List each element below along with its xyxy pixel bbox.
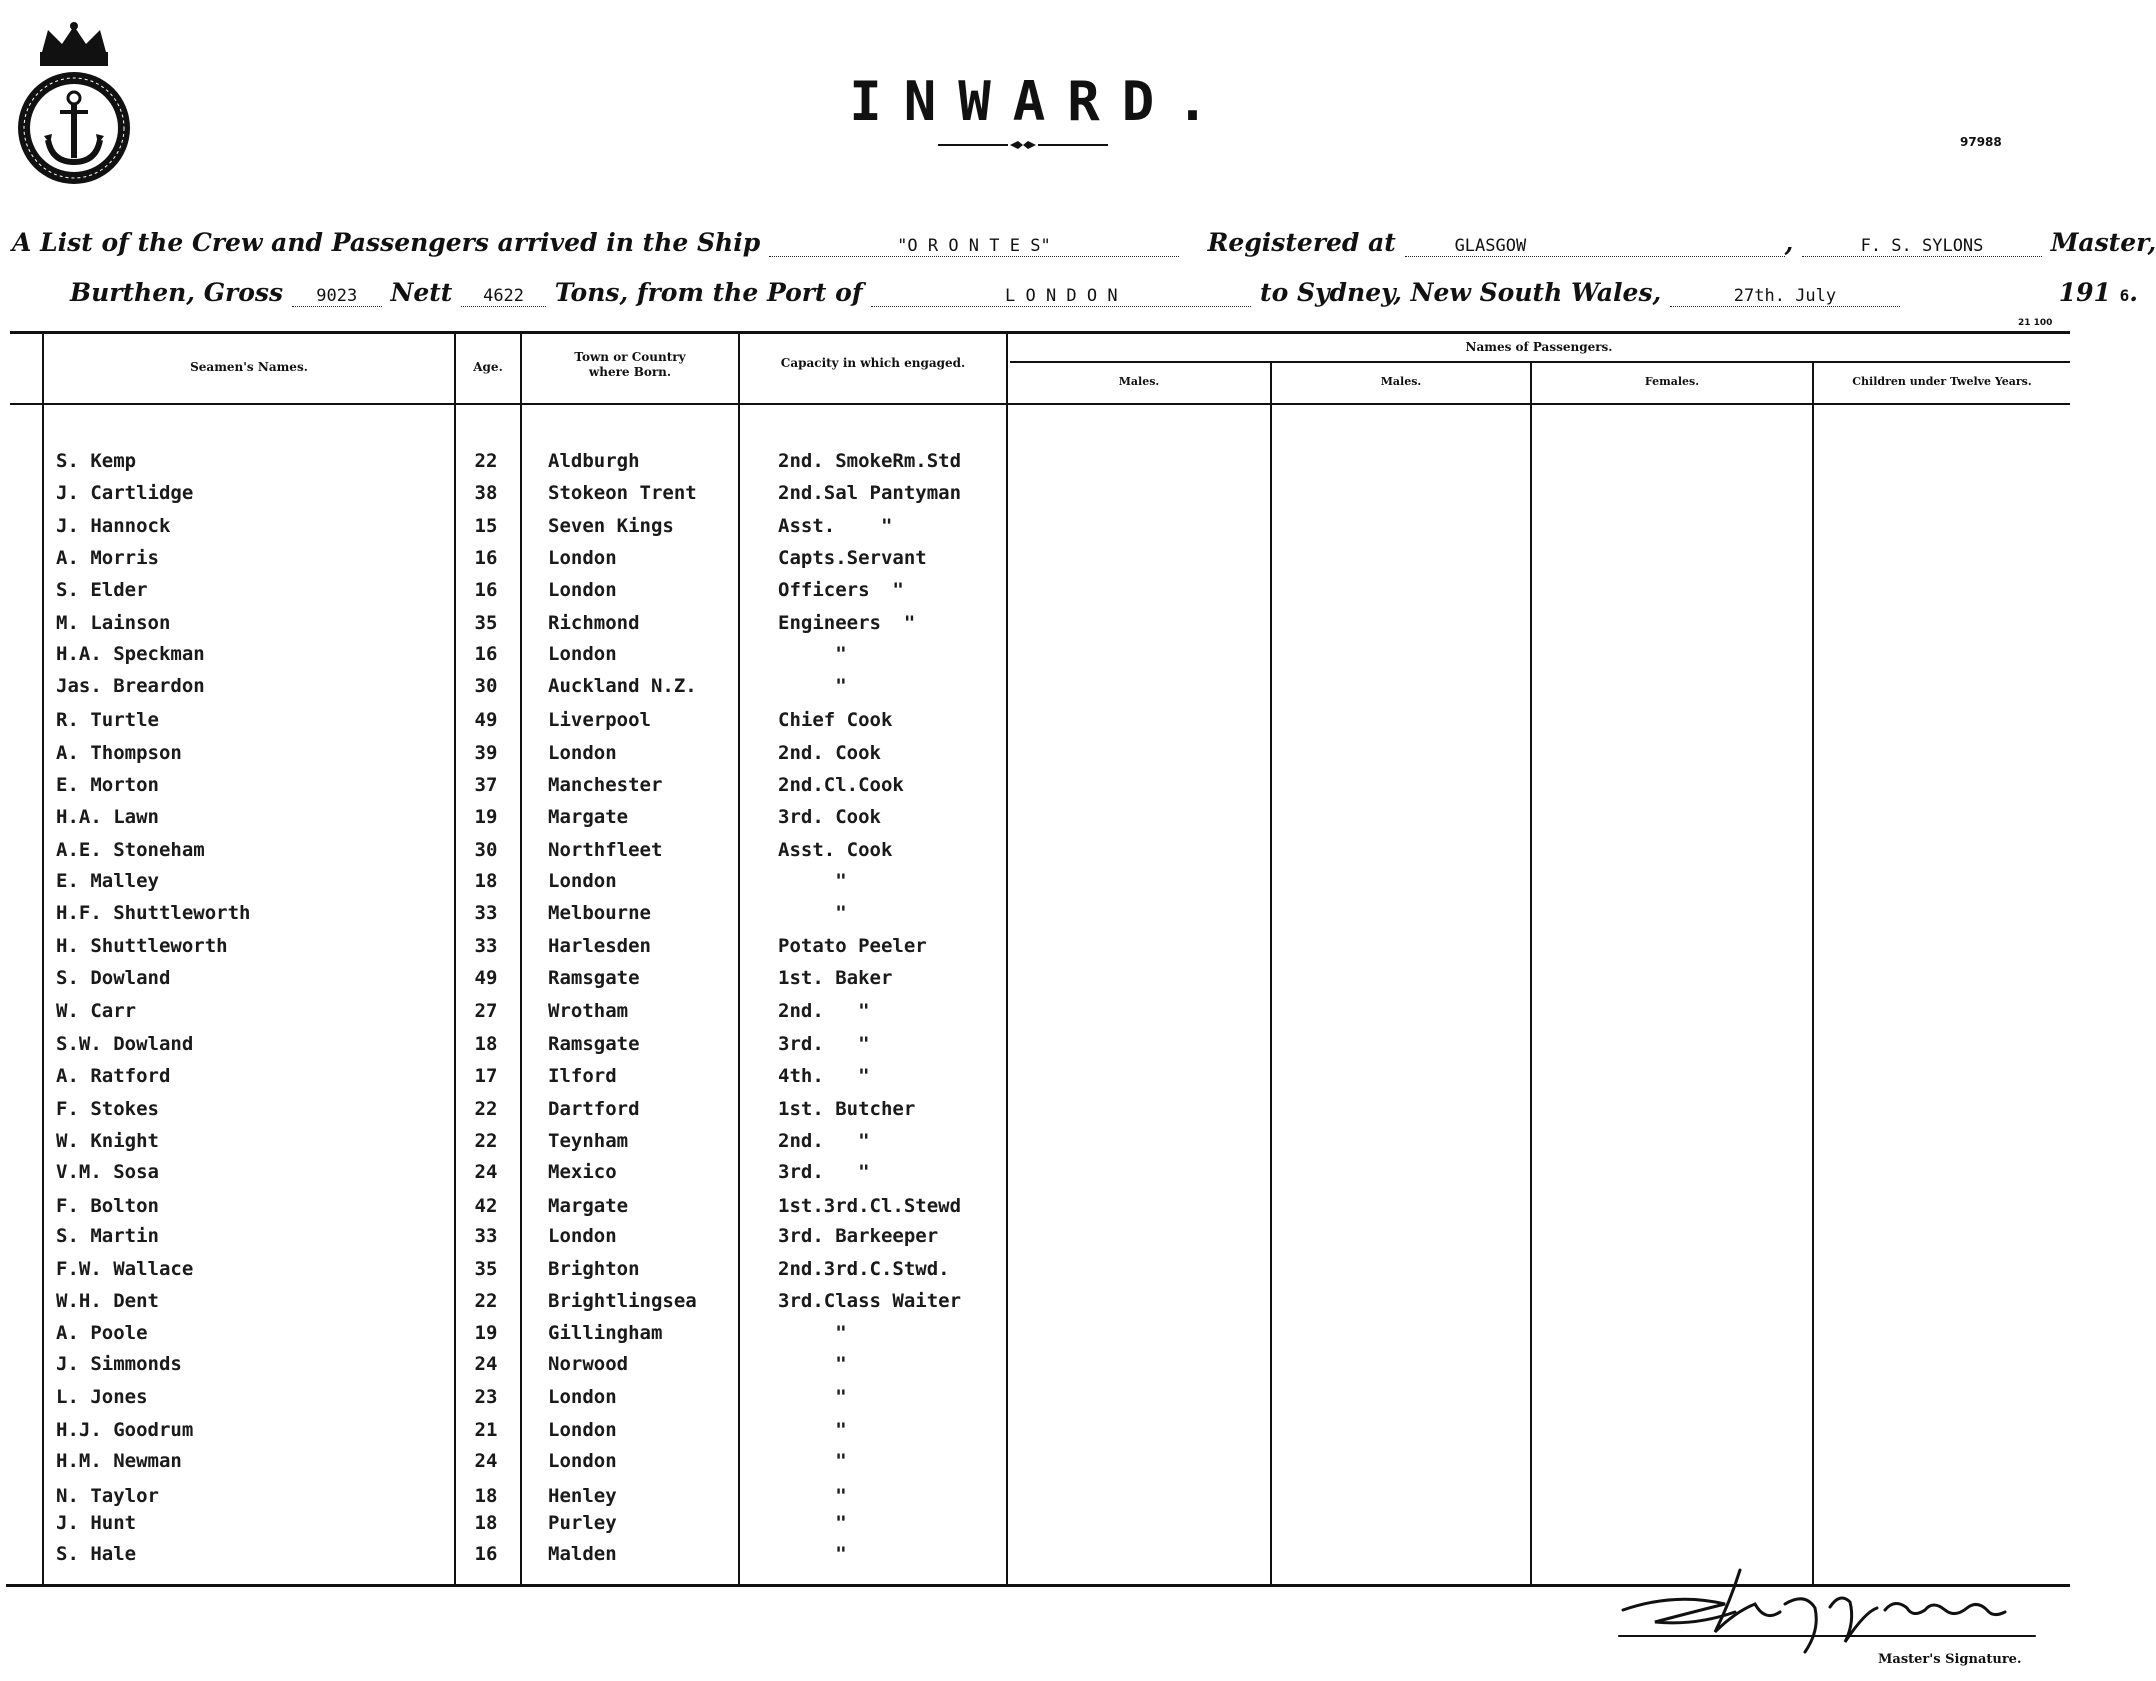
seaman-capacity: " bbox=[778, 1450, 847, 1472]
seaman-name: M. Lainson bbox=[56, 612, 171, 634]
seaman-birthplace: Richmond bbox=[548, 612, 640, 634]
seaman-name: L. Jones bbox=[56, 1386, 148, 1408]
seaman-name: A.E. Stoneham bbox=[56, 839, 205, 861]
document-title: INWARD. bbox=[849, 70, 1231, 133]
seaman-name: S. Dowland bbox=[56, 967, 171, 989]
col-header-passengers: Names of Passengers. bbox=[1465, 340, 1613, 354]
comma: , bbox=[1784, 228, 1794, 257]
heading-line-1 bbox=[12, 228, 2156, 257]
ship-name-field: "O R O N T E S" bbox=[769, 236, 1179, 257]
seaman-birthplace: Ilford bbox=[548, 1065, 617, 1087]
seaman-age: 24 bbox=[474, 1161, 498, 1183]
seaman-age: 24 bbox=[474, 1353, 498, 1375]
seaman-capacity: 2nd. " bbox=[778, 1130, 870, 1152]
seaman-birthplace: Margate bbox=[548, 806, 629, 828]
seaman-age: 15 bbox=[474, 515, 498, 537]
crew-row bbox=[0, 675, 2080, 705]
seaman-name: W. Knight bbox=[56, 1130, 159, 1152]
seaman-birthplace: Stokeon Trent bbox=[548, 482, 697, 504]
seaman-birthplace: London bbox=[548, 1225, 617, 1247]
seaman-name: R. Turtle bbox=[56, 709, 159, 731]
seaman-age: 18 bbox=[474, 870, 498, 892]
seaman-capacity: 1st.3rd.Cl.Stewd bbox=[778, 1195, 962, 1217]
crew-row bbox=[0, 1322, 2080, 1352]
seaman-capacity: " bbox=[778, 902, 847, 924]
seaman-name: H. Shuttleworth bbox=[56, 935, 228, 957]
master-signature-label: Master's Signature. bbox=[1878, 1652, 2022, 1667]
seaman-capacity: 1st. Baker bbox=[778, 967, 893, 989]
seaman-age: 35 bbox=[474, 612, 498, 634]
seaman-age: 33 bbox=[474, 935, 498, 957]
seaman-age: 35 bbox=[474, 1258, 498, 1280]
crew-row bbox=[0, 1195, 2080, 1225]
crew-row bbox=[0, 1290, 2080, 1320]
table-header-rule bbox=[10, 403, 2070, 405]
crew-row bbox=[0, 515, 2080, 545]
seaman-age: 22 bbox=[474, 1290, 498, 1312]
seaman-birthplace: London bbox=[548, 742, 617, 764]
year-prefix: 191 bbox=[2058, 278, 2111, 307]
seaman-name: H.J. Goodrum bbox=[56, 1419, 194, 1441]
col-header-town: Town or Country where Born. bbox=[574, 350, 686, 379]
seaman-name: E. Morton bbox=[56, 774, 159, 796]
form-code: 21 100 bbox=[2018, 318, 2053, 328]
crew-row bbox=[0, 612, 2080, 642]
seaman-birthplace: London bbox=[548, 870, 617, 892]
seaman-birthplace: Dartford bbox=[548, 1098, 640, 1120]
master-signature bbox=[1615, 1552, 2045, 1662]
col-header-names: Seamen's Names. bbox=[190, 360, 308, 374]
col-header-males: Males. bbox=[1118, 375, 1160, 388]
crew-row bbox=[0, 1065, 2080, 1095]
year-digit: 6 bbox=[2119, 286, 2130, 305]
title-ornament-rule bbox=[938, 140, 1108, 150]
seaman-age: 16 bbox=[474, 547, 498, 569]
seaman-birthplace: Malden bbox=[548, 1543, 617, 1565]
seaman-name: A. Poole bbox=[56, 1322, 148, 1344]
crew-row bbox=[0, 1386, 2080, 1416]
seaman-age: 49 bbox=[474, 709, 498, 731]
list-heading-label: A List of the Crew and Passengers arrived in the Ship bbox=[12, 228, 761, 257]
from-port-field: L O N D O N bbox=[871, 286, 1251, 307]
seaman-name: S. Elder bbox=[56, 579, 148, 601]
seaman-capacity: " bbox=[778, 1322, 847, 1344]
seaman-birthplace: Norwood bbox=[548, 1353, 629, 1375]
seaman-birthplace: London bbox=[548, 1386, 617, 1408]
seaman-age: 30 bbox=[474, 675, 498, 697]
seaman-birthplace: Purley bbox=[548, 1512, 617, 1534]
crew-row bbox=[0, 1098, 2080, 1128]
crew-row bbox=[0, 579, 2080, 609]
seaman-name: J. Simmonds bbox=[56, 1353, 182, 1375]
seaman-age: 19 bbox=[474, 806, 498, 828]
seaman-name: W.H. Dent bbox=[56, 1290, 159, 1312]
seaman-age: 16 bbox=[474, 643, 498, 665]
seaman-birthplace: London bbox=[548, 643, 617, 665]
seaman-capacity: " bbox=[778, 1419, 847, 1441]
nett-tons-field: 4622 bbox=[461, 286, 546, 307]
seaman-birthplace: Gillingham bbox=[548, 1322, 663, 1344]
seaman-capacity: 2nd. " bbox=[778, 1000, 870, 1022]
crew-row bbox=[0, 870, 2080, 900]
seaman-birthplace: London bbox=[548, 547, 617, 569]
col-header-age: Age. bbox=[473, 360, 503, 374]
seaman-capacity: " bbox=[778, 1543, 847, 1565]
heading-line-2 bbox=[70, 278, 2138, 307]
crew-row bbox=[0, 1419, 2080, 1449]
seaman-birthplace: Harlesden bbox=[548, 935, 651, 957]
seaman-capacity: 3rd. " bbox=[778, 1161, 870, 1183]
seaman-birthplace: Ramsgate bbox=[548, 967, 640, 989]
seaman-birthplace: London bbox=[548, 579, 617, 601]
col-header-males: Males. bbox=[1380, 375, 1422, 388]
seaman-name: S. Martin bbox=[56, 1225, 159, 1247]
seaman-capacity: " bbox=[778, 870, 847, 892]
seaman-age: 39 bbox=[474, 742, 498, 764]
seaman-capacity: 4th. " bbox=[778, 1065, 870, 1087]
seaman-age: 30 bbox=[474, 839, 498, 861]
seaman-capacity: 2nd.Cl.Cook bbox=[778, 774, 904, 796]
arrival-date-field: 27th. July bbox=[1670, 286, 1900, 307]
nett-label: Nett bbox=[390, 278, 453, 307]
seaman-capacity: 3rd. Barkeeper bbox=[778, 1225, 939, 1247]
burthen-label: Burthen, Gross bbox=[70, 278, 284, 307]
seaman-name: V.M. Sosa bbox=[56, 1161, 159, 1183]
passenger-subheader-rule bbox=[1010, 361, 2070, 363]
seaman-age: 22 bbox=[474, 1098, 498, 1120]
seaman-birthplace: Melbourne bbox=[548, 902, 651, 924]
seaman-capacity: Asst. Cook bbox=[778, 839, 893, 861]
seaman-name: F.W. Wallace bbox=[56, 1258, 194, 1280]
seaman-name: A. Morris bbox=[56, 547, 159, 569]
seaman-age: 18 bbox=[474, 1485, 498, 1507]
seaman-capacity: 2nd. SmokeRm.Std bbox=[778, 450, 962, 472]
year-period: . bbox=[2129, 278, 2138, 307]
crew-row bbox=[0, 709, 2080, 739]
seaman-age: 19 bbox=[474, 1322, 498, 1344]
seaman-name: H.A. Lawn bbox=[56, 806, 159, 828]
seaman-capacity: Capts.Servant bbox=[778, 547, 927, 569]
seaman-name: J. Hunt bbox=[56, 1512, 137, 1534]
seaman-capacity: 3rd.Class Waiter bbox=[778, 1290, 962, 1312]
seaman-age: 24 bbox=[474, 1450, 498, 1472]
seaman-birthplace: Wrotham bbox=[548, 1000, 629, 1022]
seaman-capacity: 3rd. " bbox=[778, 1033, 870, 1055]
seaman-capacity: 1st. Butcher bbox=[778, 1098, 916, 1120]
crew-row bbox=[0, 1130, 2080, 1160]
seaman-capacity: Potato Peeler bbox=[778, 935, 927, 957]
seaman-name: H.A. Speckman bbox=[56, 643, 205, 665]
seaman-birthplace: London bbox=[548, 1450, 617, 1472]
seaman-age: 42 bbox=[474, 1195, 498, 1217]
col-header-children: Children under Twelve Years. bbox=[1852, 375, 2032, 388]
seaman-name: A. Ratford bbox=[56, 1065, 171, 1087]
seaman-age: 21 bbox=[474, 1419, 498, 1441]
seaman-capacity: " bbox=[778, 1353, 847, 1375]
seaman-age: 16 bbox=[474, 579, 498, 601]
crew-row bbox=[0, 450, 2080, 480]
seaman-capacity: " bbox=[778, 1386, 847, 1408]
crew-row bbox=[0, 1258, 2080, 1288]
seaman-birthplace: Brighton bbox=[548, 1258, 640, 1280]
seaman-birthplace: Mexico bbox=[548, 1161, 617, 1183]
gross-tons-field: 9023 bbox=[292, 286, 382, 307]
seaman-capacity: 2nd. Cook bbox=[778, 742, 881, 764]
crew-row bbox=[0, 967, 2080, 997]
seaman-age: 33 bbox=[474, 902, 498, 924]
col-header-females: Females. bbox=[1644, 375, 1700, 388]
registered-port-field: GLASGOW bbox=[1405, 236, 1785, 257]
seaman-capacity: Chief Cook bbox=[778, 709, 893, 731]
seaman-birthplace: Brightlingsea bbox=[548, 1290, 697, 1312]
seaman-birthplace: Teynham bbox=[548, 1130, 629, 1152]
crew-row bbox=[0, 1512, 2080, 1542]
crew-row bbox=[0, 1353, 2080, 1383]
seaman-name: H.F. Shuttleworth bbox=[56, 902, 251, 924]
tons-from-port-label: Tons, from the Port of bbox=[554, 278, 863, 307]
seaman-birthplace: Northfleet bbox=[548, 839, 663, 861]
master-label: Master, bbox=[2050, 228, 2156, 257]
seaman-name: A. Thompson bbox=[56, 742, 182, 764]
seaman-name: N. Taylor bbox=[56, 1485, 159, 1507]
seaman-capacity: " bbox=[778, 1485, 847, 1507]
seaman-age: 18 bbox=[474, 1512, 498, 1534]
crew-row bbox=[0, 1033, 2080, 1063]
seaman-name: H.M. Newman bbox=[56, 1450, 182, 1472]
seaman-birthplace: Manchester bbox=[548, 774, 663, 796]
seaman-capacity: " bbox=[778, 675, 847, 697]
crew-row bbox=[0, 1000, 2080, 1030]
seaman-name: F. Stokes bbox=[56, 1098, 159, 1120]
seaman-capacity: 2nd.3rd.C.Stwd. bbox=[778, 1258, 950, 1280]
to-sydney-label: to Sydney, New South Wales, bbox=[1260, 278, 1662, 307]
seaman-capacity: Engineers " bbox=[778, 612, 916, 634]
seaman-name: E. Malley bbox=[56, 870, 159, 892]
crew-row bbox=[0, 482, 2080, 512]
seaman-birthplace: London bbox=[548, 1419, 617, 1441]
seaman-name: S.W. Dowland bbox=[56, 1033, 194, 1055]
seaman-capacity: Officers " bbox=[778, 579, 904, 601]
crew-row bbox=[0, 935, 2080, 965]
crew-row bbox=[0, 1225, 2080, 1255]
seaman-capacity: " bbox=[778, 1512, 847, 1534]
crew-row bbox=[0, 1161, 2080, 1191]
seaman-birthplace: Margate bbox=[548, 1195, 629, 1217]
seaman-age: 49 bbox=[474, 967, 498, 989]
crew-row bbox=[0, 1485, 2080, 1515]
seaman-name: W. Carr bbox=[56, 1000, 137, 1022]
seaman-name: J. Cartlidge bbox=[56, 482, 194, 504]
seaman-name: S. Kemp bbox=[56, 450, 137, 472]
seaman-capacity: " bbox=[778, 643, 847, 665]
crew-row bbox=[0, 902, 2080, 932]
crew-row bbox=[0, 806, 2080, 836]
seaman-birthplace: Liverpool bbox=[548, 709, 651, 731]
seaman-name: F. Bolton bbox=[56, 1195, 159, 1217]
col-header-capacity: Capacity in which engaged. bbox=[780, 356, 966, 370]
seaman-birthplace: Ramsgate bbox=[548, 1033, 640, 1055]
seaman-capacity: Asst. " bbox=[778, 515, 893, 537]
seaman-age: 23 bbox=[474, 1386, 498, 1408]
seaman-age: 16 bbox=[474, 1543, 498, 1565]
crew-row bbox=[0, 742, 2080, 772]
crew-row bbox=[0, 1450, 2080, 1480]
master-name-field: F. S. SYLONS bbox=[1802, 236, 2042, 257]
seaman-age: 18 bbox=[474, 1033, 498, 1055]
seaman-age: 22 bbox=[474, 450, 498, 472]
seaman-name: Jas. Breardon bbox=[56, 675, 205, 697]
form-number: 97988 bbox=[1960, 135, 2002, 149]
seaman-age: 17 bbox=[474, 1065, 498, 1087]
seaman-birthplace: Aldburgh bbox=[548, 450, 640, 472]
crew-row bbox=[0, 547, 2080, 577]
seaman-capacity: 3rd. Cook bbox=[778, 806, 881, 828]
crew-row bbox=[0, 774, 2080, 804]
seaman-age: 38 bbox=[474, 482, 498, 504]
seaman-age: 33 bbox=[474, 1225, 498, 1247]
seaman-birthplace: Seven Kings bbox=[548, 515, 674, 537]
seaman-age: 27 bbox=[474, 1000, 498, 1022]
table-top-rule bbox=[10, 331, 2070, 334]
seaman-age: 37 bbox=[474, 774, 498, 796]
crew-row bbox=[0, 643, 2080, 673]
seaman-capacity: 2nd.Sal Pantyman bbox=[778, 482, 962, 504]
seaman-age: 22 bbox=[474, 1130, 498, 1152]
seaman-name: S. Hale bbox=[56, 1543, 137, 1565]
seaman-name: J. Hannock bbox=[56, 515, 171, 537]
seaman-birthplace: Henley bbox=[548, 1485, 617, 1507]
seaman-birthplace: Auckland N.Z. bbox=[548, 675, 697, 697]
registered-label: Registered at bbox=[1207, 228, 1396, 257]
crew-row bbox=[0, 839, 2080, 869]
